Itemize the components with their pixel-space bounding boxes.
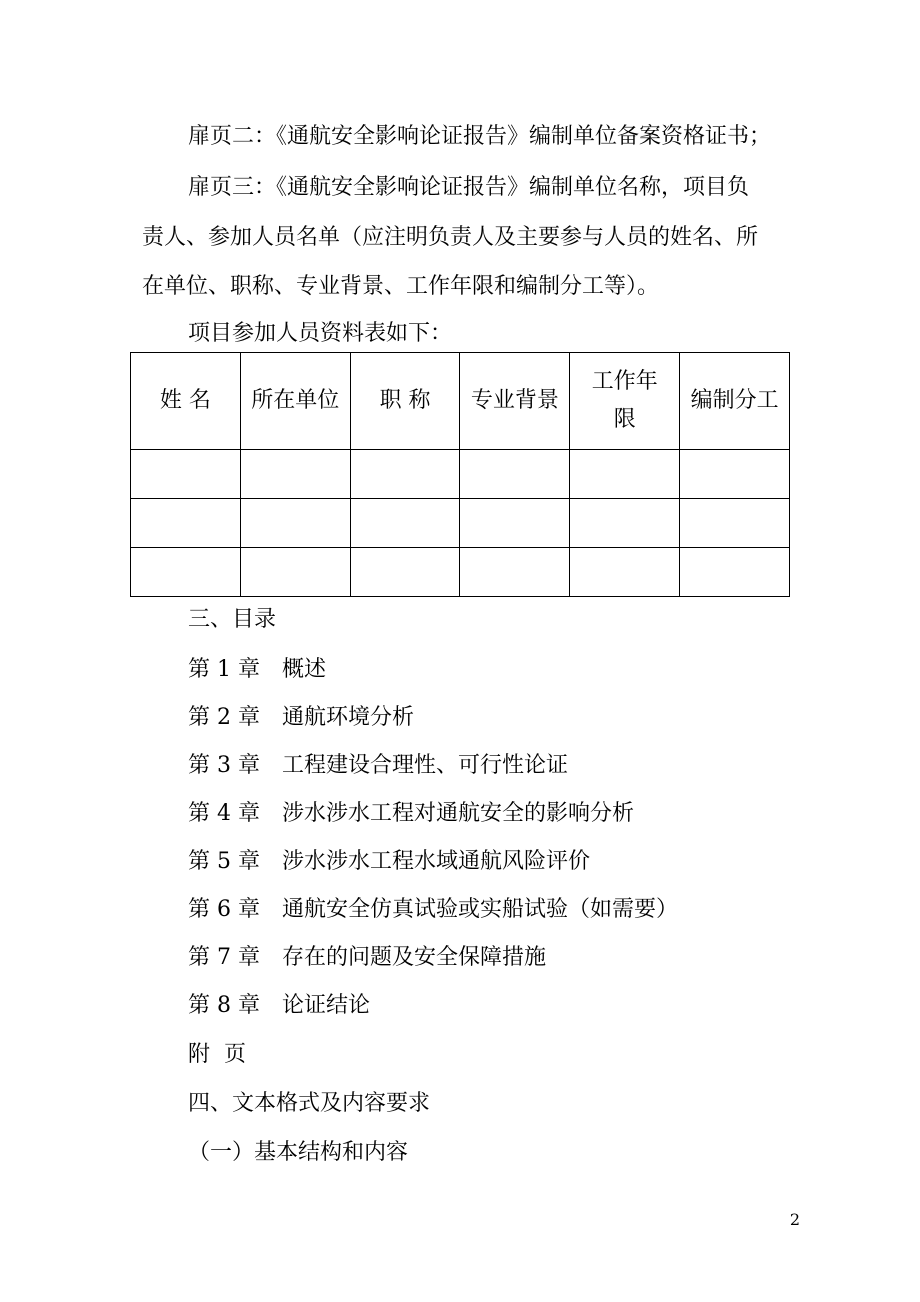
table-cell xyxy=(680,450,790,499)
table-cell xyxy=(460,548,570,597)
table-cell xyxy=(240,450,350,499)
flyleaf-3-line-1: 扉页三：《通航安全影响论证报告》编制单位名称，项目负 xyxy=(188,175,750,200)
section-4-heading: 四、文本格式及内容要求 xyxy=(188,1091,431,1116)
staff-table-header-row xyxy=(131,353,790,450)
table-cell xyxy=(570,450,680,499)
table-cell xyxy=(131,450,241,499)
toc-chapter-title: 工程建设合理性、可行性论证 xyxy=(282,753,569,778)
header-name: 姓 名 xyxy=(131,353,241,450)
toc-chapter-7 xyxy=(188,944,546,972)
toc-chapter-3 xyxy=(188,752,568,780)
toc-chapter-6 xyxy=(188,896,678,924)
toc-chapter-5 xyxy=(188,848,590,876)
table-cell xyxy=(240,499,350,548)
section-4-sub-1: （一）基本结构和内容 xyxy=(188,1140,409,1165)
toc-chapter-num: 第 8 章 xyxy=(188,993,260,1018)
table-cell xyxy=(460,450,570,499)
toc-chapter-title: 通航安全仿真试验或实船试验（如需要） xyxy=(282,897,679,922)
flyleaf-3-line-3: 在单位、职称、专业背景、工作年限和编制分工等）。 xyxy=(142,274,660,299)
header-background: 专业背景 xyxy=(460,353,570,450)
toc-chapter-8 xyxy=(188,992,370,1020)
table-cell xyxy=(350,548,460,597)
toc-chapter-num: 第 5 章 xyxy=(188,849,260,874)
toc-chapter-num: 第 3 章 xyxy=(188,753,260,778)
staff-table xyxy=(130,352,790,597)
table-row xyxy=(131,450,790,499)
table-intro: 项目参加人员资料表如下： xyxy=(188,321,453,346)
table-cell xyxy=(131,548,241,597)
table-cell xyxy=(460,499,570,548)
toc-chapter-num: 第 7 章 xyxy=(188,945,260,970)
table-cell xyxy=(570,499,680,548)
table-cell xyxy=(350,450,460,499)
toc-chapter-title: 涉水涉水工程水域通航风险评价 xyxy=(282,849,591,874)
toc-chapter-2 xyxy=(188,704,414,732)
header-unit: 所在单位 xyxy=(240,353,350,450)
toc-chapter-num: 第 2 章 xyxy=(188,705,260,730)
toc-chapter-title: 存在的问题及安全保障措施 xyxy=(282,945,547,970)
table-cell xyxy=(131,499,241,548)
table-cell xyxy=(680,499,790,548)
table-cell xyxy=(240,548,350,597)
toc-chapter-title: 通航环境分析 xyxy=(282,705,415,730)
table-row xyxy=(131,548,790,597)
toc-chapter-num: 第 4 章 xyxy=(188,801,260,826)
header-years: 工作年限 xyxy=(570,353,680,450)
header-title: 职 称 xyxy=(350,353,460,450)
toc-chapter-num: 第 6 章 xyxy=(188,897,260,922)
table-cell xyxy=(350,499,460,548)
toc-chapter-4 xyxy=(188,800,634,828)
toc-appendix: 附 页 xyxy=(188,1042,246,1067)
toc-chapter-title: 论证结论 xyxy=(282,993,371,1018)
table-cell xyxy=(680,548,790,597)
toc-chapter-1 xyxy=(188,656,326,684)
page-number: 2 xyxy=(789,1210,800,1229)
toc-chapter-num: 第 1 章 xyxy=(188,657,260,682)
toc-chapter-title: 涉水涉水工程对通航安全的影响分析 xyxy=(282,801,635,826)
table-cell xyxy=(570,548,680,597)
toc-chapter-title: 概述 xyxy=(282,657,327,682)
flyleaf-2-paragraph: 扉页二：《通航安全影响论证报告》编制单位备案资格证书； xyxy=(188,124,772,149)
header-role: 编制分工 xyxy=(680,353,790,450)
table-row xyxy=(131,499,790,548)
flyleaf-3-line-2: 责人、参加人员名单（应注明负责人及主要参与人员的姓名、所 xyxy=(142,225,759,250)
toc-heading: 三、目录 xyxy=(188,607,277,632)
